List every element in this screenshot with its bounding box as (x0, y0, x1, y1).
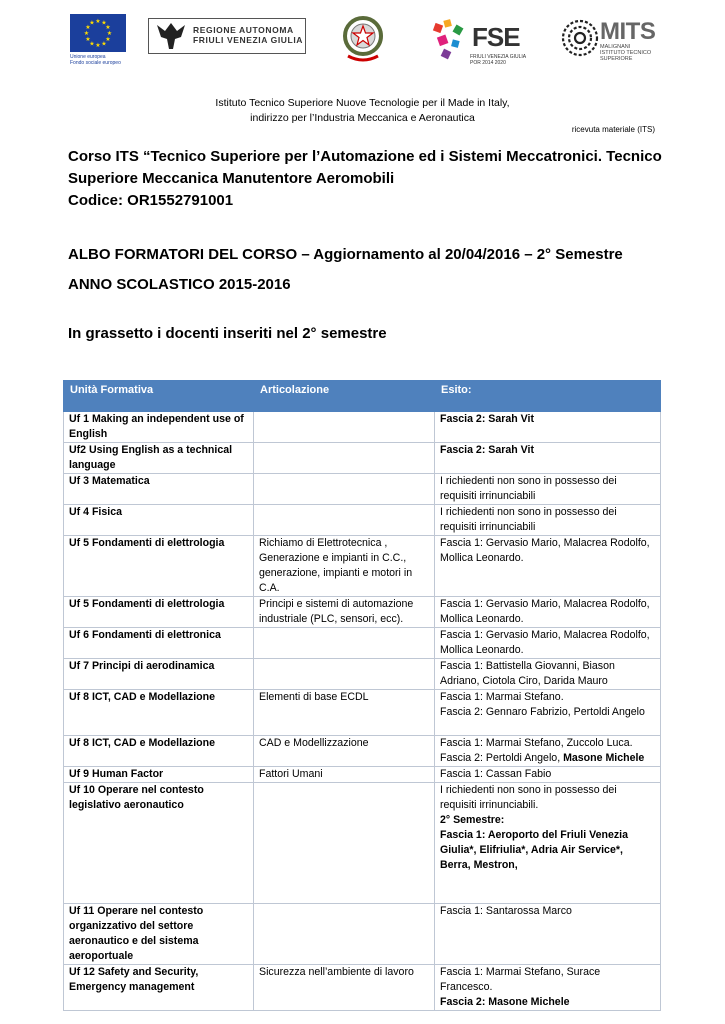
course-title-line1: Corso ITS “Tecnico Superiore per l’Automazione ed i Sistemi Meccatronici. Tecnico (68, 148, 662, 165)
esito-line (440, 995, 655, 1010)
cell-articolazione (254, 783, 435, 904)
cell-articolazione (254, 474, 435, 505)
esito-line (440, 904, 655, 919)
cell-articolazione (254, 505, 435, 536)
table-row (64, 505, 661, 536)
mits-title: MITS (600, 18, 656, 45)
eu-flag-icon (70, 14, 126, 52)
cell-articolazione: Principi e sistemi di automazione industriale (PLC, sensori, ecc). (254, 597, 435, 628)
eu-logo (70, 14, 126, 66)
cell-articolazione: CAD e Modellizzazione (254, 736, 435, 767)
esito-line (440, 597, 655, 627)
cell-unita-formativa: Uf2 Using English as a technical language (64, 443, 254, 474)
table-row (64, 659, 661, 690)
esito-text: Fascia 1: Gervasio Mario, Malacrea Rodolfo, Mollica Leonardo. (440, 629, 650, 656)
esito-text: Fascia 1: Gervasio Mario, Malacrea Rodolfo, Mollica Leonardo. (440, 537, 650, 564)
svg-text:★: ★ (101, 19, 107, 27)
esito-text-bold: Fascia 2: Masone Michele (440, 996, 570, 1008)
esito-text-bold: Fascia 2: Sarah Vit (440, 444, 535, 456)
cell-esito (435, 412, 661, 443)
cell-esito (435, 597, 661, 628)
mits-caption-line1: MALIGNANI (600, 44, 631, 50)
italian-republic-emblem (340, 12, 386, 66)
table-header-row (64, 381, 661, 412)
eu-caption-line2: Fondo sociale europeo (70, 60, 121, 66)
esito-text: I richiedenti non sono in possesso dei requisiti irrinunciabili (440, 506, 617, 533)
cell-unita-formativa: Uf 5 Fondamenti di elettrologia (64, 536, 254, 597)
cell-unita-formativa: Uf 11 Operare nel contesto organizzativo del settore aeronautico e del sistema aeroportuale (64, 904, 254, 965)
svg-text:★: ★ (106, 30, 113, 37)
esito-text: Fascia 2: Gennaro Fabrizio, Pertoldi Angelo (440, 706, 645, 718)
table-body (64, 412, 661, 1011)
cell-unita-formativa: Uf 5 Fondamenti di elettrologia (64, 597, 254, 628)
mits-caption (600, 44, 651, 62)
fse-mark-icon (430, 18, 470, 64)
cell-esito (435, 659, 661, 690)
esito-line (440, 443, 655, 458)
cell-articolazione: Richiamo di Elettrotecnica , Generazione e impianti in C.C., generazione, impianti e motori in C.A. (254, 536, 435, 597)
cell-articolazione (254, 443, 435, 474)
esito-text: Fascia 1: Marmai Stefano, Surace Francesco. (440, 966, 601, 993)
trainers-table (63, 380, 661, 1011)
esito-line (440, 965, 655, 995)
table-row (64, 690, 661, 736)
eu-caption-line1: Unione europea (70, 54, 106, 60)
esito-line (440, 736, 655, 751)
receipt-label: ricevuta materiale (ITS) (571, 125, 655, 134)
albo-title: ALBO FORMATORI DEL CORSO – Aggiornamento al 20/04/2016 – 2° Semestre (68, 246, 623, 263)
course-code: Codice: OR1552791001 (68, 192, 234, 209)
fse-caption (470, 54, 526, 66)
eagle-icon (151, 19, 191, 53)
esito-text-bold: Fascia 2: Sarah Vit (440, 413, 535, 425)
esito-line (440, 474, 655, 504)
institute-line2: indirizzo per l’Industria Meccanica e Aeronautica (250, 112, 475, 124)
esito-line (440, 690, 655, 705)
table-row (64, 767, 661, 783)
svg-text:★: ★ (89, 40, 95, 48)
cell-esito (435, 965, 661, 1011)
esito-line (440, 828, 655, 873)
table-row (64, 443, 661, 474)
cell-unita-formativa: Uf 8 ICT, CAD e Modellazione (64, 690, 254, 736)
table-row (64, 597, 661, 628)
header-articolazione: Articolazione (254, 381, 435, 412)
cell-esito (435, 736, 661, 767)
fse-caption-line1: FRIULI VENEZIA GIULIA (470, 54, 527, 60)
cell-esito (435, 767, 661, 783)
cell-esito (435, 505, 661, 536)
mits-caption-line3: SUPERIORE (600, 56, 633, 62)
bold-note: In grassetto i docenti inseriti nel 2° semestre (68, 325, 387, 342)
school-year: ANNO SCOLASTICO 2015-2016 (68, 276, 291, 293)
header-esito: Esito: (435, 381, 661, 412)
table-row (64, 783, 661, 904)
cell-unita-formativa: Uf 1 Making an independent use of English (64, 412, 254, 443)
esito-text: Fascia 1: Marmai Stefano, Zuccolo Luca. (440, 737, 633, 749)
cell-unita-formativa: Uf 12 Safety and Security, Emergency management (64, 965, 254, 1011)
cell-unita-formativa: Uf 4 Fisica (64, 505, 254, 536)
esito-line (440, 628, 655, 658)
svg-text:★: ★ (95, 42, 101, 49)
region-line2: FRIULI VENEZIA GIULIA (193, 35, 304, 45)
mits-spiral-icon (560, 16, 600, 60)
table-row (64, 412, 661, 443)
svg-text:★: ★ (101, 40, 107, 48)
course-title (68, 146, 668, 212)
cell-esito (435, 474, 661, 505)
header-unita-formativa: Unità Formativa (64, 381, 254, 412)
cell-articolazione: Elementi di base ECDL (254, 690, 435, 736)
albo-heading (68, 240, 668, 300)
cell-unita-formativa: Uf 10 Operare nel contesto legislativo aeronautico (64, 783, 254, 904)
cell-articolazione (254, 659, 435, 690)
svg-text:★: ★ (85, 24, 91, 31)
svg-text:★: ★ (83, 30, 90, 37)
esito-text: I richiedenti non sono in possesso dei requisiti irrinunciabili. (440, 784, 617, 811)
esito-line (440, 659, 655, 689)
cell-articolazione: Fattori Umani (254, 767, 435, 783)
cell-articolazione (254, 904, 435, 965)
esito-line (440, 536, 655, 566)
cell-esito (435, 690, 661, 736)
table-row (64, 904, 661, 965)
esito-text: Fascia 1: Battistella Giovanni, Biason Adriano, Ciotola Ciro, Darida Mauro (440, 660, 615, 687)
cell-esito (435, 628, 661, 659)
cell-unita-formativa: Uf 6 Fondamenti di elettronica (64, 628, 254, 659)
svg-text:★: ★ (105, 24, 111, 31)
cell-unita-formativa: Uf 7 Principi di aerodinamica (64, 659, 254, 690)
esito-text: Fascia 2: Pertoldi Angelo, (440, 752, 564, 764)
cell-esito (435, 783, 661, 904)
table-row (64, 474, 661, 505)
cell-esito (435, 536, 661, 597)
cell-unita-formativa: Uf 8 ICT, CAD e Modellazione (64, 736, 254, 767)
esito-text: Fascia 1: Santarossa Marco (440, 905, 572, 917)
esito-text: I richiedenti non sono in possesso dei requisiti irrinunciabili (440, 475, 617, 502)
esito-line (440, 505, 655, 535)
region-line1: REGIONE AUTONOMA (193, 25, 294, 35)
mits-caption-line2: ISTITUTO TECNICO (600, 50, 652, 56)
fse-logo (430, 16, 528, 68)
cell-articolazione (254, 412, 435, 443)
esito-line (440, 813, 655, 828)
eu-caption (70, 54, 126, 66)
esito-text-bold: Masone Michele (563, 752, 645, 764)
esito-text: Fascia 1: Gervasio Mario, Malacrea Rodolfo, Mollica Leonardo. (440, 598, 650, 625)
fse-caption-line2: POR 2014 2020 (470, 60, 506, 66)
emblem-icon (340, 12, 386, 66)
cell-unita-formativa: Uf 9 Human Factor (64, 767, 254, 783)
svg-text:★: ★ (89, 19, 95, 27)
cell-esito (435, 443, 661, 474)
cell-articolazione: Sicurezza nell’ambiente di lavoro (254, 965, 435, 1011)
svg-text:★: ★ (95, 18, 101, 25)
esito-line (440, 705, 655, 720)
cell-unita-formativa: Uf 3 Matematica (64, 474, 254, 505)
table-row (64, 628, 661, 659)
mits-logo (560, 16, 662, 66)
table-row (64, 536, 661, 597)
table-row (64, 736, 661, 767)
esito-text: Fascia 1: Cassan Fabio (440, 768, 552, 780)
esito-text-bold: Fascia 1: Aeroporto del Friuli Venezia Giulia*, Elifriulia*, Adria Air Service*, Berra, Mestron, (440, 829, 628, 871)
cell-esito (435, 904, 661, 965)
svg-text:★: ★ (85, 36, 91, 43)
esito-line (440, 751, 655, 766)
cell-articolazione (254, 628, 435, 659)
esito-line (440, 412, 655, 427)
svg-text:★: ★ (105, 36, 111, 43)
fse-title: FSE (472, 22, 520, 52)
table-row (64, 965, 661, 1011)
esito-line (440, 783, 655, 813)
esito-text-bold: 2° Semestre: (440, 814, 505, 826)
institute-heading (0, 96, 725, 126)
region-fvg-logo (148, 18, 306, 54)
logo-strip (0, 12, 725, 70)
course-title-line2: Superiore Meccanica Manutentore Aeromobili (68, 170, 395, 187)
esito-text: Fascia 1: Marmai Stefano. (440, 691, 564, 703)
institute-line1: Istituto Tecnico Superiore Nuove Tecnologie per il Made in Italy, (215, 97, 510, 109)
esito-line (440, 767, 655, 782)
